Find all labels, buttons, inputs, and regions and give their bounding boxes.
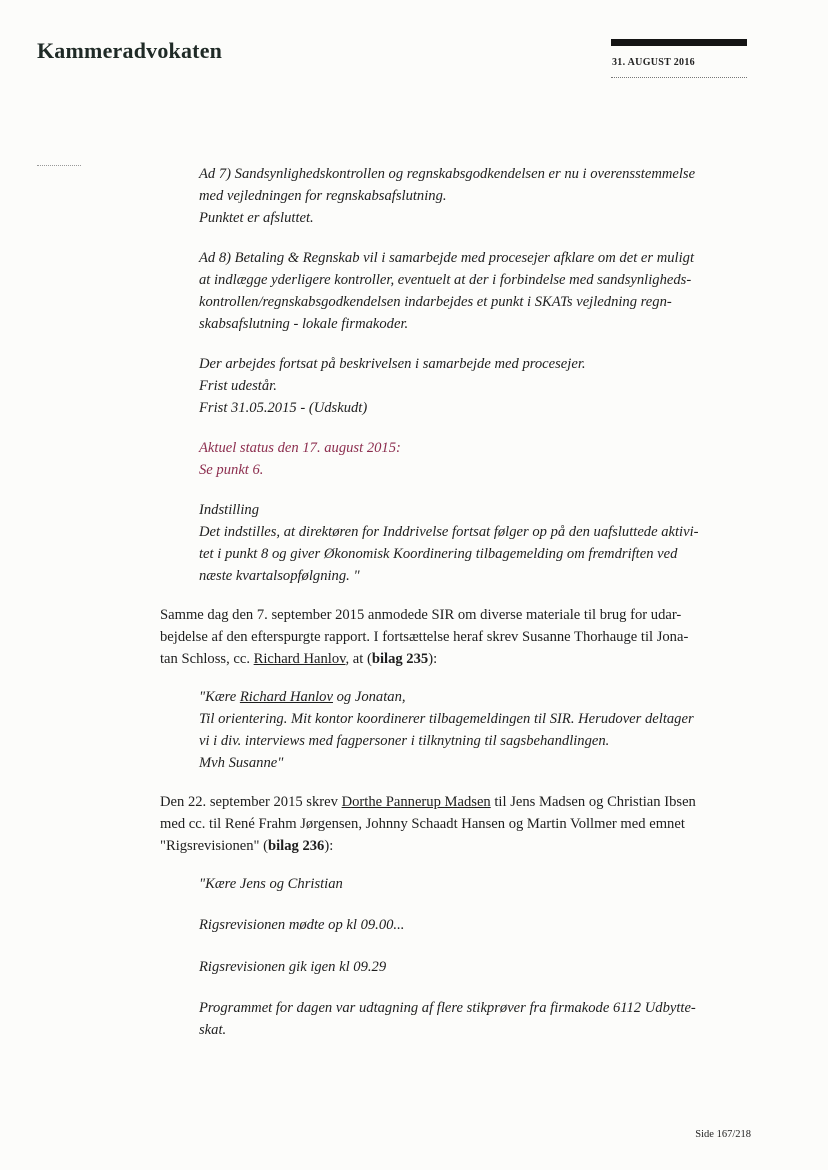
status-line: Aktuel status den 17. august 2015: [199, 440, 401, 456]
text-span: til Jens Madsen og Christian Ibsen [490, 794, 696, 810]
text-line: skabsafslutning - lokale firmakoder. [199, 316, 409, 332]
text-line: Ad 8) Betaling & Regnskab vil i samarbejde med procesejer afklare om det er muligt [199, 250, 694, 266]
text-line: at indlægge yderligere kontroller, eventuelt at der i forbindelse med sandsynligheds- [199, 272, 692, 288]
text-line: Rigsrevisionen mødte op kl 09.00... [199, 917, 405, 933]
text-line: Det indstilles, at direktøren for Inddrivelse fortsat følger op på den uafsluttede aktivi- [199, 524, 699, 540]
brand-title: Kammeradvokaten [37, 38, 223, 63]
text-line [160, 835, 749, 857]
header-dotted-line [611, 77, 747, 78]
text-line [199, 686, 749, 708]
text-line: tet i punkt 8 og giver Økonomisk Koordinering tilbagemelding om fremdriften ved [199, 546, 678, 562]
quote-rigsrevisionen-4 [199, 997, 749, 1041]
status-line: Se punkt 6. [199, 462, 264, 478]
recommendation-heading: Indstilling [199, 502, 259, 518]
text-line: Mvh Susanne" [199, 755, 284, 771]
quote-ad7 [199, 163, 749, 229]
text-span: , at ( [345, 651, 372, 667]
text-span: tan Schloss, cc. [160, 651, 254, 667]
exhibit-reference: bilag 235 [371, 651, 429, 667]
text-line: Rigsrevisionen gik igen kl 09.29 [199, 959, 387, 975]
quote-ad8 [199, 247, 749, 335]
text-span: ): [428, 651, 438, 667]
quote-recommendation [199, 499, 749, 587]
text-line: næste kvartalsopfølgning. " [199, 568, 360, 584]
exhibit-reference: bilag 236 [267, 838, 325, 854]
text-line: Frist udestår. [199, 378, 277, 394]
body-paragraph-2 [160, 791, 749, 857]
text-span: "Kære [199, 689, 240, 705]
text-line: Samme dag den 7. september 2015 anmodede SIR om diverse materiale til brug for udar- [160, 607, 682, 623]
text-line: vi i div. interviews med fagpersoner i tilknytning til sagsbehandlingen. [199, 733, 610, 749]
text-line [160, 791, 749, 813]
text-line [160, 648, 749, 670]
text-line: Programmet for dagen var udtagning af flere stikprøver fra firmakode 6112 Udbytte- [199, 1000, 696, 1016]
quote-deadline [199, 353, 749, 419]
header-rule [611, 39, 747, 46]
quote-rigsrevisionen-3 [199, 956, 749, 978]
person-name-link: Richard Hanlov [253, 651, 346, 667]
text-line: med cc. til René Frahm Jørgensen, Johnny Schaadt Hansen og Martin Vollmer med emnet [160, 816, 685, 832]
text-span: og Jonatan, [332, 689, 406, 705]
quote-rigsrevisionen-2 [199, 914, 749, 936]
body-paragraph-1 [160, 604, 749, 670]
margin-dotted-line [37, 165, 81, 166]
person-name-link: Richard Hanlov [239, 689, 333, 705]
text-line: Til orientering. Mit kontor koordinerer tilbagemeldingen til SIR. Herudover deltager [199, 711, 694, 727]
text-span: "Rigsrevisionen" ( [160, 838, 268, 854]
text-line: Ad 7) Sandsynlighedskontrollen og regnskabsgodkendelsen er nu i overensstemmelse [199, 166, 696, 182]
text-line: bejdelse af den efterspurgte rapport. I fortsættelse heraf skrev Susanne Thorhauge til Jona- [160, 629, 689, 645]
text-line: "Kære Jens og Christian [199, 876, 343, 892]
text-span: Den 22. september 2015 skrev [160, 794, 342, 810]
text-line: Der arbejdes fortsat på beskrivelsen i samarbejde med procesejer. [199, 356, 586, 372]
quote-rigsrevisionen-1 [199, 873, 749, 895]
text-line: skat. [199, 1022, 227, 1038]
text-line: Frist 31.05.2015 - (Udskudt) [199, 400, 368, 416]
text-line: Punktet er afsluttet. [199, 210, 314, 226]
header-date: 31. AUGUST 2016 [612, 57, 695, 68]
page-number: Side 167/218 [695, 1129, 751, 1140]
person-name-link: Dorthe Pannerup Madsen [341, 794, 491, 810]
quote-susanne [199, 686, 749, 774]
quote-status [199, 437, 749, 481]
text-line: med vejledningen for regnskabsafslutning. [199, 188, 447, 204]
text-line: kontrollen/regnskabsgodkendelsen indarbejdes et punkt i SKATs vejledning regn- [199, 294, 672, 310]
text-span: ): [324, 838, 334, 854]
